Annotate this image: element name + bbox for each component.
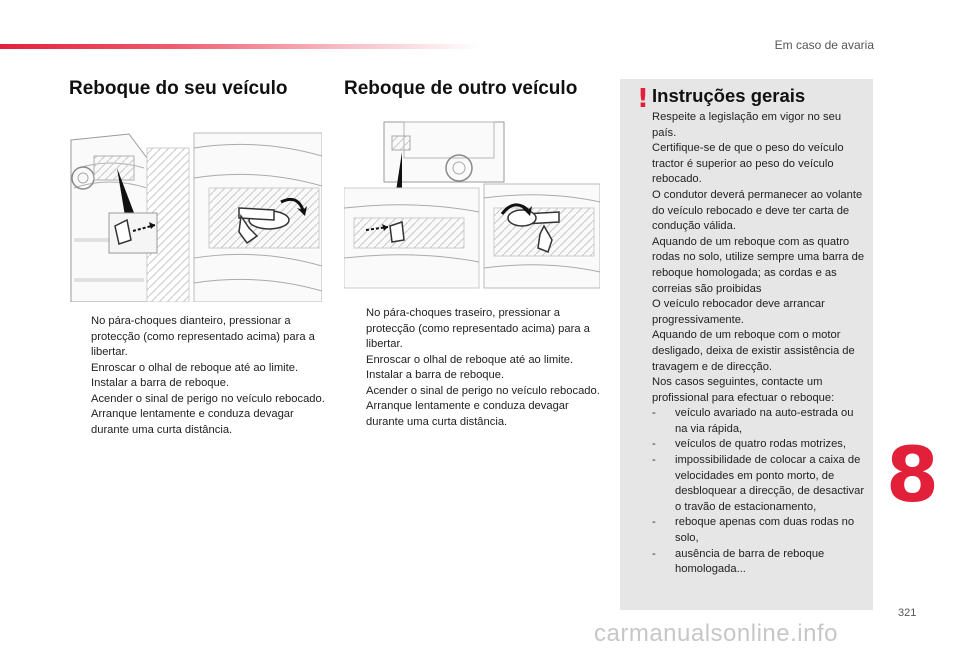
general-instructions-title: Instruções gerais xyxy=(652,85,806,106)
tow-hook-rear-detail xyxy=(484,184,600,288)
list-item: Instalar a barra de reboque. xyxy=(91,377,230,389)
paragraph: O veículo rebocador deve arrancar progressivamente. xyxy=(652,298,825,326)
list-item: - impossibilidade de colocar a caixa de velocidades em ponto morto, de desbloquear a direcção, de desactivar o travão de estacionamento, xyxy=(652,454,865,513)
list-item: Instalar a barra de reboque. xyxy=(366,369,505,381)
front-towing-illustration xyxy=(69,128,322,302)
list-item: Enroscar o olhal de reboque até ao limite. xyxy=(91,361,299,374)
rear-towing-steps xyxy=(344,306,600,430)
paragraph: Nos casos seguintes, contacte um profissional para efectuar o reboque: xyxy=(652,376,835,404)
section-label: Em caso de avaria xyxy=(774,38,874,52)
rear-towing-illustration xyxy=(344,118,600,294)
list-item: Arranque lentamente e conduza devagar durante uma curta distância. xyxy=(366,400,569,428)
front-towing-steps xyxy=(69,314,325,438)
list-item: Acender o sinal de perigo no veículo rebocado. xyxy=(366,384,600,397)
list-item: No pára-choques traseiro, pressionar a protecção (como representado acima) para a libertar. xyxy=(366,307,590,350)
list-item: No pára-choques dianteiro, pressionar a protecção (como representado acima) para a libertar. xyxy=(91,315,315,358)
list-item: - ausência de barra de reboque homologada... xyxy=(652,547,825,576)
list-item: - reboque apenas com duas rodas no solo, xyxy=(652,516,855,545)
bumper-detail-rear xyxy=(344,188,479,288)
paragraph: Certifique-se de que o peso do veículo tractor é superior ao peso do veículo rebocado. xyxy=(652,142,844,186)
header-accent-bar xyxy=(0,44,480,49)
rear-towing-title: Reboque de outro veículo xyxy=(344,78,578,99)
towing-cases-list xyxy=(652,406,868,578)
list-item: Enroscar o olhal de reboque até ao limite. xyxy=(366,353,574,366)
general-instructions-panel xyxy=(620,79,873,610)
list-item: Acender o sinal de perigo no veículo rebocado. xyxy=(91,392,325,405)
paragraph: O condutor deverá permanecer ao volante do veículo rebocado e deve ter carta de condução válida. xyxy=(652,188,863,233)
paragraph: Aquando de um reboque com o motor desligado, deixa de existir assistência de travagem e de direcção. xyxy=(652,329,855,373)
list-item: - veículos de quatro rodas motrizes, xyxy=(652,438,847,451)
list-item: - veículo avariado na auto-estrada ou na via rápida, xyxy=(652,407,854,435)
general-instructions-body xyxy=(652,110,868,578)
paragraph: Aquando de um reboque com as quatro rodas no solo, utilize sempre uma barra de reboque homologada; as cordas e as correias são proibidas xyxy=(652,235,865,295)
page-number: 321 xyxy=(898,607,917,619)
tow-hook-front-detail xyxy=(194,133,322,302)
paragraph: Respeite a legislação em vigor no seu país. xyxy=(652,111,842,139)
front-towing-title: Reboque do seu veículo xyxy=(69,78,288,99)
chapter-number: 8 xyxy=(886,430,939,519)
list-item: Arranque lentamente e conduza devagar durante uma curta distância. xyxy=(91,408,294,436)
warning-icon: ! xyxy=(637,84,649,114)
watermark: carmanualsonline.info xyxy=(594,620,838,647)
